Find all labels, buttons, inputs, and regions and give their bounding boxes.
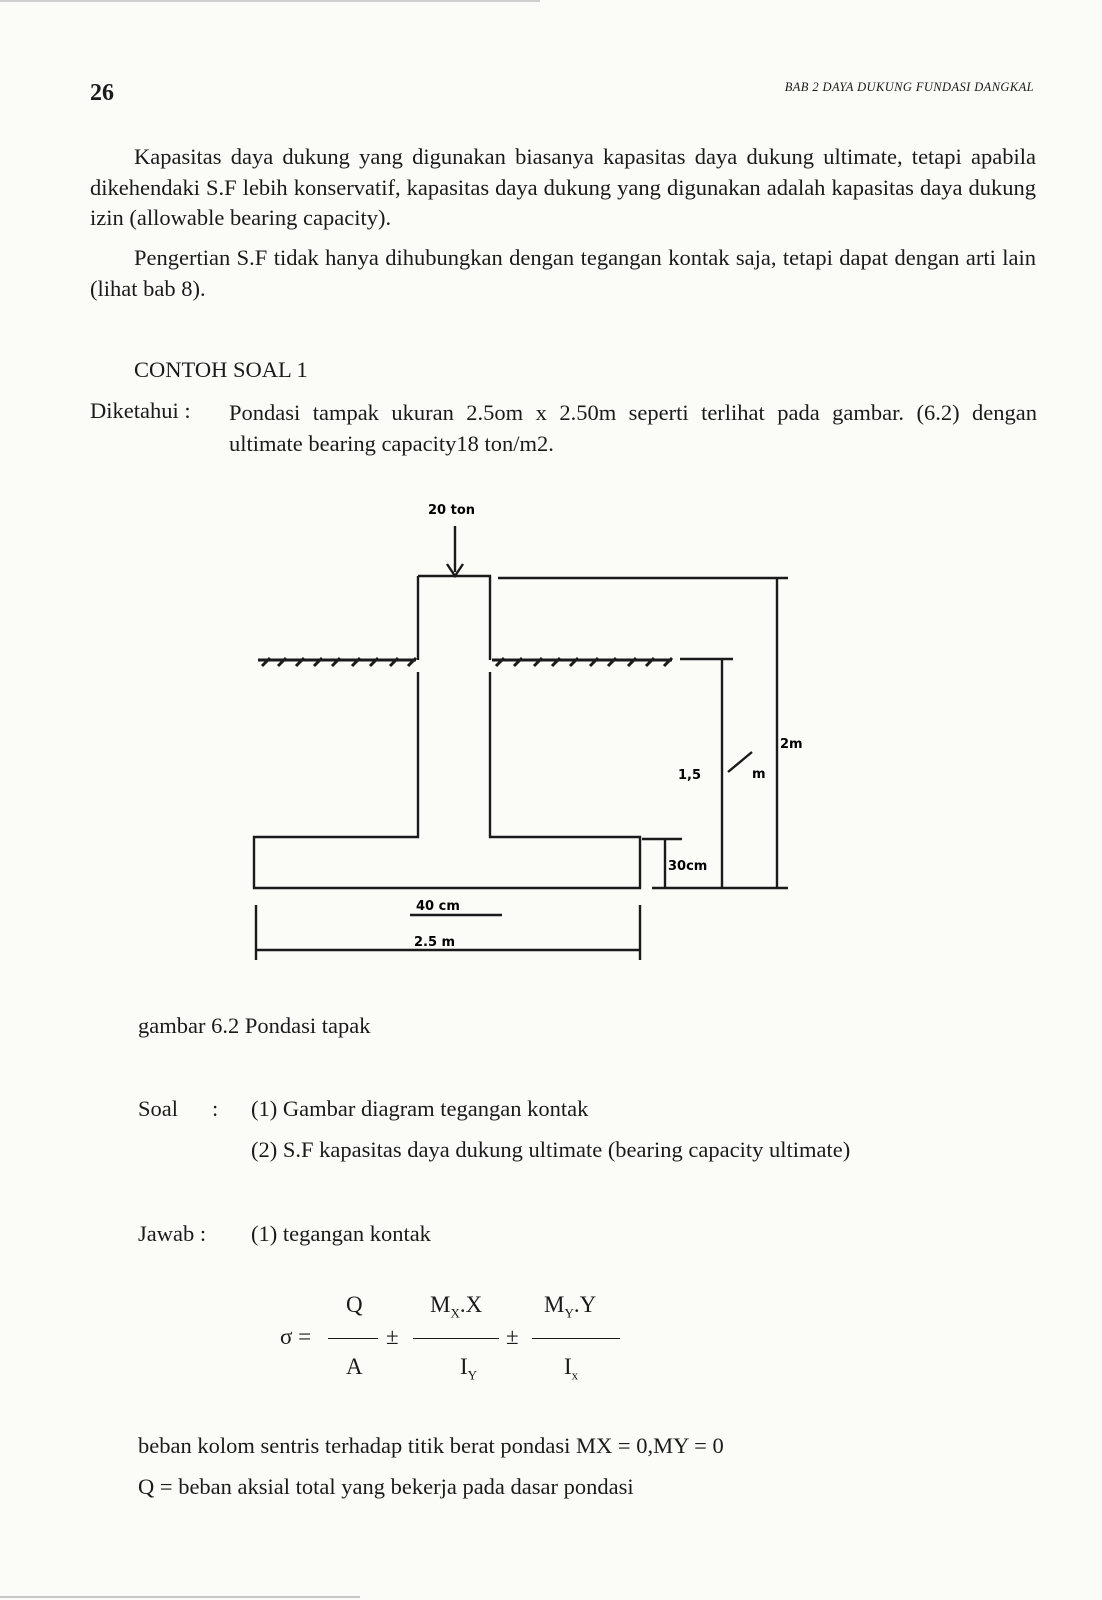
term1-denominator: A <box>346 1354 363 1379</box>
thickness-label: 30cm <box>668 859 708 874</box>
soal-colon: : <box>212 1096 219 1121</box>
term2-fraction-bar <box>413 1338 499 1339</box>
contact-stress-formula <box>270 1290 630 1390</box>
plus-minus-2: ± <box>506 1324 519 1349</box>
column-width-label: 40 cm <box>416 899 460 914</box>
term2-numerator: $M_X.X$ <box>430 1292 483 1321</box>
paragraph-1: Kapasitas daya dukung yang digunakan biasanya kapasitas daya dukung ultimate, tetapi apabila dikehendaki S.F lebih konservatif, kapasitas daya dukung yang digunakan adalah kapasitas daya dukung izin (allowable bearing capacity). <box>90 144 1036 230</box>
term3-fraction-bar <box>532 1338 620 1339</box>
given-label: Diketahui : <box>90 398 191 423</box>
bottom-scan-edge <box>0 1596 360 1598</box>
depth-label: 1,5 <box>678 768 702 783</box>
paragraph-2: Pengertian S.F tidak hanya dihubungkan dengan tegangan kontak saja, tetapi dapat dengan arti lain (lihat bab 8). <box>90 245 1036 301</box>
given-text: Pondasi tampak ukuran 2.5om x 2.50m seperti terlihat pada gambar. (6.2) dengan ultimate bearing capacity18 ton/m2. <box>229 400 1037 456</box>
soal-item-2: (2) S.F kapasitas daya dukung ultimate (bearing capacity ultimate) <box>251 1137 851 1162</box>
term3-numerator: $M_Y.Y$ <box>544 1292 597 1321</box>
ground-hatch-left <box>258 658 416 666</box>
soal-label: Soal <box>138 1096 179 1121</box>
foundation-figure <box>240 500 820 980</box>
base-width-label: 2.5 m <box>414 935 456 950</box>
depth-unit-label: m <box>752 767 766 782</box>
figure-caption: gambar 6.2 Pondasi tapak <box>138 1013 371 1038</box>
jawab-item: (1) tegangan kontak <box>251 1221 431 1246</box>
sigma-symbol: σ = <box>280 1324 312 1349</box>
ground-hatch-right <box>492 658 672 666</box>
footing-outline <box>254 576 640 888</box>
top-scan-edge <box>0 0 540 2</box>
example-title: CONTOH SOAL 1 <box>134 357 308 382</box>
load-label: 20 ton <box>428 503 476 518</box>
height-label: 2m <box>780 737 803 752</box>
plus-minus-1: ± <box>386 1324 399 1349</box>
soal-item-1: (1) Gambar diagram tegangan kontak <box>251 1096 589 1121</box>
term1-fraction-bar <box>328 1338 378 1339</box>
term2-denominator: $I_Y$ <box>460 1354 478 1383</box>
chapter-header: BAB 2 DAYA DUKUNG FUNDASI DANGKAL <box>784 80 1034 94</box>
term1-numerator: Q <box>346 1292 363 1317</box>
line-2: Q = beban aksial total yang bekerja pada dasar pondasi <box>138 1474 634 1499</box>
depth-pointer <box>728 752 752 772</box>
line-1: beban kolom sentris terhadap titik berat pondasi MX = 0,MY = 0 <box>138 1433 724 1458</box>
page-number: 26 <box>90 80 114 106</box>
term3-denominator: $I_x$ <box>564 1354 579 1383</box>
jawab-label: Jawab : <box>138 1221 207 1246</box>
